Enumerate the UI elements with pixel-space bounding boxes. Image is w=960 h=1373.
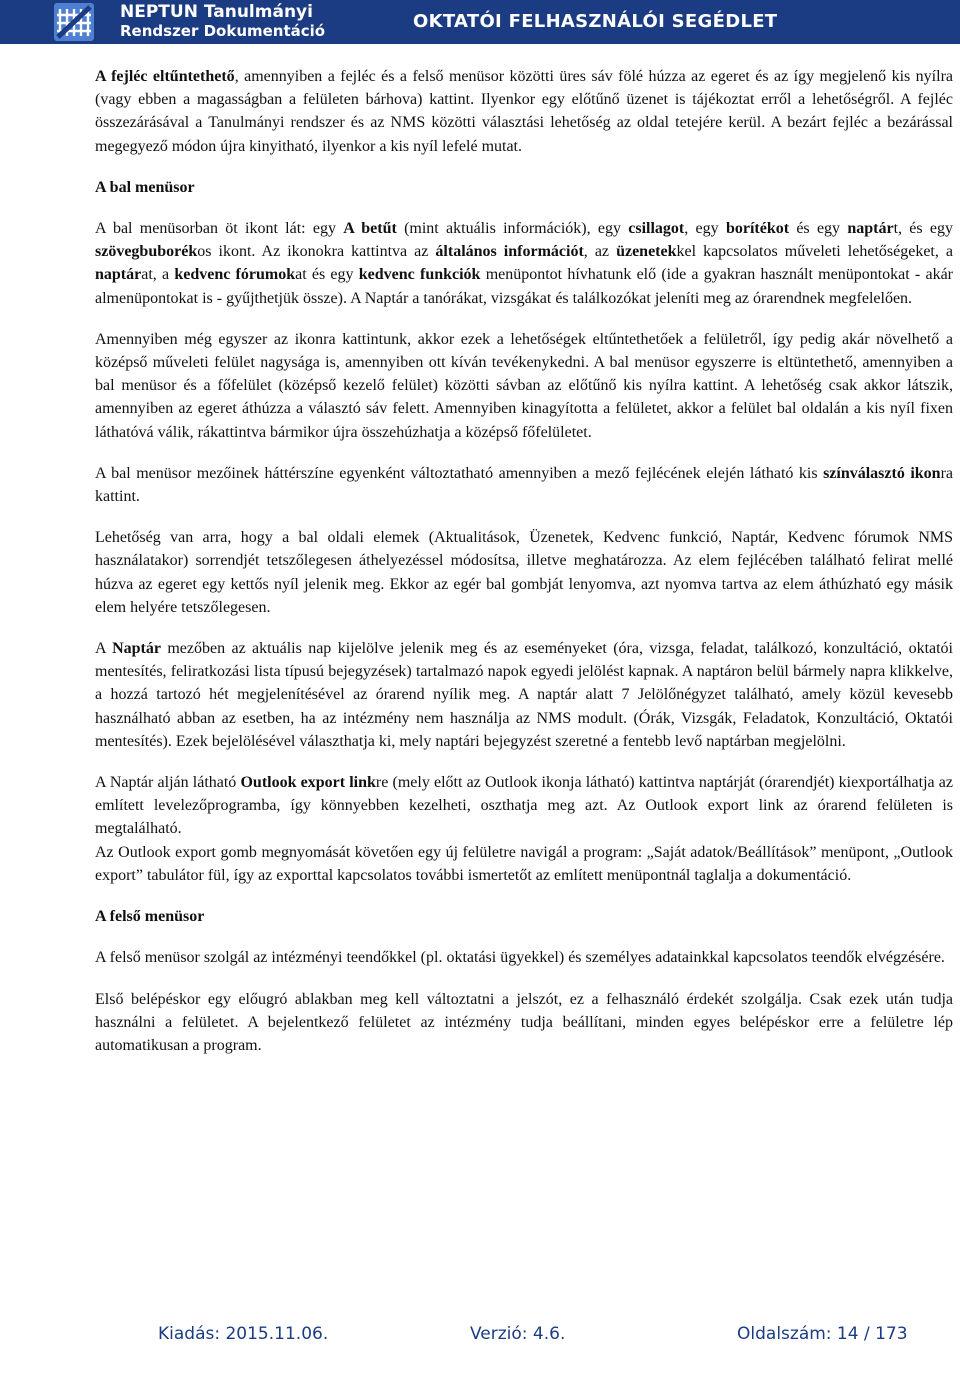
bold-term: Naptár	[112, 640, 161, 658]
bold-term: Outlook export link	[240, 774, 376, 792]
bold-term: üzenetek	[616, 243, 677, 261]
bold-term: A fejléc eltűntethető	[95, 68, 235, 85]
paragraph-reorder: Lehetőség van arra, hogy a bal oldali elemek (Aktualitások, Üzenetek, Kedvenc funkció, Naptár, Kedvenc fórumok NMS használatakor) sorrendjét tetszőlegesen áthelyezéssel módosítsa, illetve meghatározza. Az elem fejlécében található felirat mellé húzva az egeret egy kettős nyíl jelenik meg. Ekkor az egér bal gombját lenyomva, azt nyomva tartva az elem áthúzható egy másik elem helyére tetszőlegesen.	[95, 529, 953, 616]
bold-term: csillagot	[628, 220, 685, 238]
bold-term: naptár	[847, 220, 894, 238]
paragraph-color-picker	[95, 462, 953, 508]
paragraph-text: A bal menüsorban öt ikont lát: egy	[95, 220, 344, 238]
page-footer	[0, 1318, 960, 1350]
spacer	[95, 970, 953, 988]
spacer	[95, 887, 953, 905]
bold-term: naptár	[95, 266, 142, 284]
spacer	[95, 753, 953, 771]
spacer	[95, 158, 953, 176]
paragraph-text: , amennyiben a fejléc és a felső menüsor közötti üres sáv fölé húzza az egeret és az így megjelenő kis nyílra (vagy ebben a magasságban a felületen bárhova) kattint. Ilyenkor egy előtűnő üzenet is tájékoztat erről a lehetőségről. A fejléc összezárásával a Tanulmányi rendszer és az NMS közötti választási lehetőség az oldal tetejére kerül. A bezárt fejléc a bezárással megegyező módon újra kinyitható, ilyenkor a kis nyíl lefelé mutat.	[95, 68, 953, 155]
paragraph-text: (mint aktuális információk), egy	[396, 220, 629, 238]
paragraph-text: A Naptár alján látható	[95, 774, 241, 792]
paragraph-left-menu-icons	[95, 217, 953, 310]
paragraph-text: A	[95, 640, 113, 658]
paragraph-text: menüpontot hívhatunk elő (ide a gyakran használt menüpontokat - akár almenüpontokat is - gyűjthetjük össze). A Naptár a tanórákat, vizsgákat és találkozókat jeleníti meg az órarendnek megfelelően.	[95, 266, 953, 307]
paragraph-text: A bal menüsor mezőinek háttérszíne egyenként változtatható amennyiben a mező fejlécének elején látható kis	[95, 464, 824, 482]
paragraph-outlook-export	[95, 771, 953, 841]
paragraph-first-login: Első belépéskor egy előugró ablakban meg kell változtatni a jelszót, ez a felhasználó érdekét szolgálja. Csak ezek után tudja használni a felületet. A bejelentkező felületet az intézmény tudja beállítani, minden egyes belépéskor erre a felületre lép automatikusan a program.	[95, 990, 953, 1054]
paragraph-text: at és egy	[295, 266, 359, 284]
spacer	[95, 199, 953, 217]
brand-line-2: Rendszer Dokumentáció	[120, 22, 326, 40]
footer-page-number: Oldalszám: 14 / 173	[737, 1324, 908, 1344]
brand-title	[120, 3, 325, 41]
paragraph-top-menu: A felső menüsor szolgál az intézményi teendőkkel (pl. oktatási ügyekkel) és személyes adatainkkal kapcsolatos teendők elvégzésére.	[95, 949, 945, 967]
paragraph-text: os ikont. Az ikonokra kattintva az	[197, 243, 436, 261]
document-title: OKTATÓI FELHASZNÁLÓI SEGÉDLET	[413, 11, 778, 32]
paragraph-text: kel kapcsolatos műveleti lehetőségeket, a	[676, 243, 954, 261]
brand-line-1: NEPTUN Tanulmányi	[120, 2, 313, 22]
section-heading-left-menu: A bal menüsor	[95, 178, 195, 196]
paragraph-outlook-button: Az Outlook export gomb megnyomását követően egy új felületre navigál a program: „Saját adatok/Beállítások” menüpont, „Outlook export” tabulátor fül, így az exporttal kapcsolatos további ismertetőt az említett menüpontnál taglalja a dokumentáció.	[95, 843, 953, 884]
bold-term: A betűt	[343, 220, 397, 238]
paragraph-text: at, a	[141, 266, 175, 284]
bold-term: borítékot	[725, 220, 790, 238]
section-heading-top-menu: A felső menüsor	[95, 908, 205, 926]
paragraph-text: ra kattint.	[95, 464, 953, 506]
bold-term: általános információt	[435, 243, 584, 261]
paragraph-text: és egy	[789, 220, 848, 238]
neptun-logo-icon	[54, 3, 94, 41]
page-header	[0, 0, 960, 44]
document-body	[95, 65, 953, 1057]
paragraph-text: t, és egy	[893, 220, 954, 238]
footer-release-date: Kiadás: 2015.11.06.	[158, 1324, 329, 1344]
spacer	[95, 619, 953, 637]
bold-term: szövegbuborék	[95, 243, 198, 261]
paragraph-text: mezőben az aktuális nap kijelölve jelenik meg és az eseményeket (óra, vizsga, feladat, találkozó, konzultáció, oktatói mentesítés, feliratkozási lista típusú bejegyzések) tartalmazó napok egyedi jelölést kapnak. A naptáron belül bármely napra klikkelve, a hozzá tartozó hét megjelenítésével az órarend nyílik meg. A naptár alatt 7 Jelölőnégyzet található, amely közül kevesebb használható abban az esetben, ha az intézmény nem használja az NMS modult. (Órák, Vizsgák, Feladatok, Konzultáció, Oktatói mentesítés). Ezek bejelölésével választhatja ki, mely naptári bejegyzést szeretné a fentebb levő naptárban megjelölni.	[95, 640, 954, 750]
paragraph-header-hide	[95, 65, 953, 158]
paragraph-text: , egy	[684, 220, 726, 238]
spacer	[95, 444, 953, 462]
paragraph-calendar	[95, 637, 953, 753]
footer-version: Verzió: 4.6.	[470, 1324, 566, 1344]
spacer	[95, 310, 953, 328]
spacer	[95, 928, 953, 946]
spacer	[95, 508, 953, 526]
bold-term: kedvenc fórumok	[174, 266, 296, 284]
paragraph-text: re (mely előtt az Outlook ikonja látható) kattintva naptárját (órarendjét) kiexportálhatja az említett levelezőprogramba, így könnyebben kezelheti, oszthatja meg azt. Az Outlook export link az órarend felületen is megtalálható.	[95, 774, 953, 838]
paragraph-left-menu-hide: Amennyiben még egyszer az ikonra kattintunk, akkor ezek a lehetőségek eltűntethetőek a felületről, így pedig akár növelhető a középső műveleti felület nagysága is, amennyiben ott kíván tevékenykedni. A bal menüsor egyszerre is eltüntethető, amennyiben a bal menüsor és a főfelület (középső kezelő felület) közötti sávban az előtűnő kis nyílra kattint. A lehetőség csak akkor látszik, amennyiben az egeret áthúzza a választó sáv felett. Amennyiben kinagyította a felületet, akkor a felület bal oldalán a kis nyíl fixen láthatóvá válik, rákattintva bármikor újra összehúzhatja a középső főfelületet.	[95, 330, 953, 441]
bold-term: kedvenc funkciók	[358, 266, 481, 284]
bold-term: színválasztó ikon	[823, 464, 941, 482]
paragraph-text: , az	[583, 243, 617, 261]
